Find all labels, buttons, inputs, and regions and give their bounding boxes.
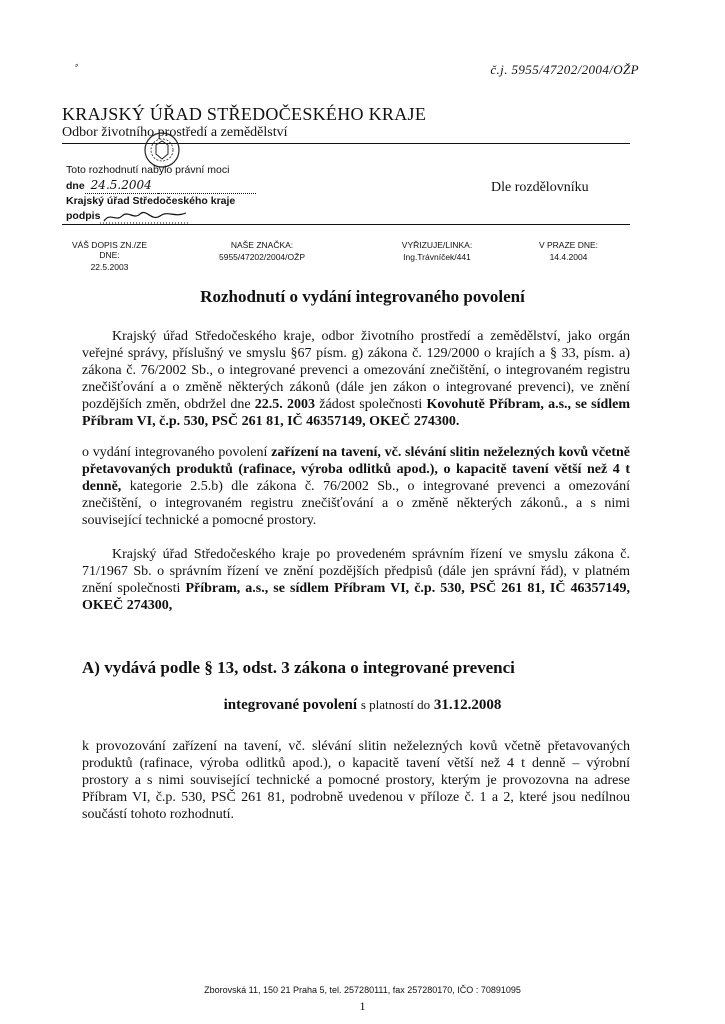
permit-heading: integrované povolení s platností do 31.12.2008 [223,697,502,713]
department-name: Odbor životního prostředí a zemědělství [62,125,288,140]
paragraph-2: o vydání integrovaného povolení zařízení na tavení, vč. slévání slitin neželezných kovů včetně přetavovaných produktů (rafinace, výroba odlitků apod.), o kapacitě tavení větší než 4 t denně, kategorie 2.5.b) dle zákona č. 76/2002 Sb., o integrované prevenci a omezování znečištění, o integrovaném registru znečišťování a o změně některých zákonů., a s nimi související technické a pomocné prostory. [82,445,631,528]
page-number: 1 [359,999,366,1013]
document-title: Rozhodnutí o vydání integrovaného povolení [200,287,525,306]
distribution-note: Dle rozdělovníku [491,180,589,195]
stamp-date-line: dne 24.5.2004 [66,178,256,194]
section-a-heading: A) vydává podle § 13, odst. 3 zákona o integrované prevenci [82,658,515,677]
handwritten-signature [100,210,190,224]
stamp-line-1: Toto rozhodnutí nabylo právní moci [66,164,230,176]
legal-force-stamp [66,163,256,224]
references-rule [62,224,630,225]
paragraph-3: Krajský úřad Středočeského kraje po provedeném správním řízení ve smyslu zákona č. 71/1967 Sb. o správním řízení ve znění pozdějších předpisů (dále jen správní řád), v platném znění společnosti Příbram, a.s., se sídlem Příbram VI, č.p. 530, PSČ 261 81, IČ 46357149, OKEČ 274300, [82,547,631,613]
stamp-signature-line: podpis [66,209,256,224]
reference-table [62,240,630,272]
stamp-date: 24.5.2004 [85,178,158,194]
ref-our-mark: NAŠE ZNAČKA: 5955/47202/2004/OŽP [218,240,305,262]
reference-number: č.j. 5955/47202/2004/OŽP [490,62,639,77]
authority-name: KRAJSKÝ ÚŘAD STŘEDOČESKÉHO KRAJE [62,104,427,124]
ref-your-letter: VÁŠ DOPIS ZN./ZE DNE: 22.5.2003 [71,240,148,272]
paragraph-1: Krajský úřad Středočeského kraje, odbor životního prostředí a zemědělství, jako orgán veřejné správy, příslušný ve smyslu §67 písm. g) zákona č. 129/2000 o krajích a § 33, písm. a) zákona č. 76/2002 Sb., o integrované prevenci a omezování znečištění, o integrovaném registru znečišťování a o změně některých zákonů (dále jen zákon o integrované prevenci), ve znění pozdějších změn, obdržel dne 22.5. 2003 žádost společnosti Kovohutě Příbram, a.s., se sídlem Příbram VI, č.p. 530, PSČ 261 81, IČ 46357149, OKEČ 274300. [82,329,631,429]
scan-speck: ⸗ [75,60,79,71]
ref-prague-date: V PRAZE DNE: 14.4.2004 [538,240,599,262]
footer-address: Zborovská 11, 150 21 Praha 5, tel. 257280111, fax 257280170, IČO : 70891095 [204,985,521,995]
stamp-office: Krajský úřad Středočeského kraje [66,195,236,207]
paragraph-4: k provozování zařízení na tavení, vč. slévání slitin neželezných kovů včetně přetavovaných produktů (rafinace, výroba odlitků apod.), o kapacitě tavení větší než 4 t denně – výrobní prostory a s nimi související technické a pomocné prostory, kterým je provozovna na adrese Příbram VI, č.p. 530, PSČ 261 81, podrobně uvedenou v příloze č. 1 a 2, které jsou nedílnou součástí tohoto rozhodnutí. [82,739,630,822]
ref-handled-by: VYŘIZUJE/LINKA: Ing.Trávníček/441 [401,240,473,262]
